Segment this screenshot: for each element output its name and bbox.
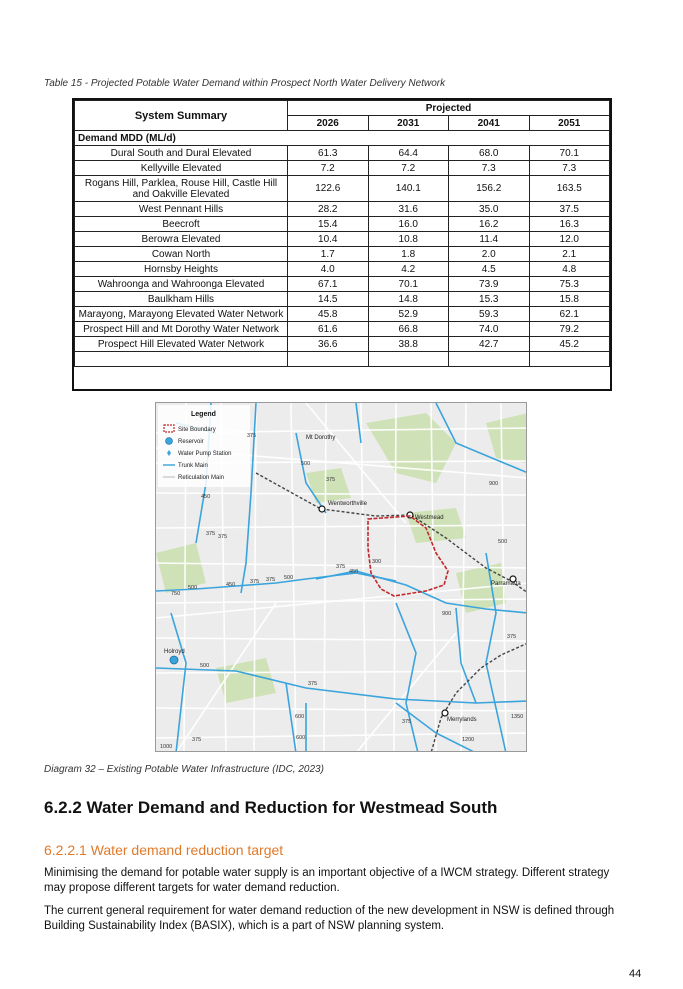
place-label: Parramatta <box>491 581 521 587</box>
reservoir-icon <box>170 656 178 664</box>
demand-value: 45.8 <box>288 307 369 322</box>
legend-item: Reticulation Main <box>178 475 225 481</box>
row-label: Rogans Hill, Parklea, Rouse Hill, Castle Hill and Oakville Elevated <box>75 176 288 202</box>
svg-text:375: 375 <box>206 531 216 537</box>
table-row <box>75 337 610 352</box>
row-label: Dural South and Dural Elevated <box>75 146 288 161</box>
place-label: Wentworthville <box>328 501 367 507</box>
legend-item: Site Boundary <box>178 427 216 433</box>
demand-value: 7.2 <box>368 161 449 176</box>
section-label: Demand MDD (ML/d) <box>75 131 610 146</box>
demand-value: 7.3 <box>449 161 530 176</box>
svg-text:500: 500 <box>188 585 198 591</box>
demand-value: 163.5 <box>529 176 610 202</box>
svg-text:500: 500 <box>200 663 210 669</box>
svg-text:450: 450 <box>349 569 359 575</box>
demand-value: 45.2 <box>529 337 610 352</box>
demand-value: 59.3 <box>449 307 530 322</box>
row-label: Prospect Hill and Mt Dorothy Water Network <box>75 322 288 337</box>
demand-value: 73.9 <box>449 277 530 292</box>
svg-text:500: 500 <box>301 461 311 467</box>
legend-item: Reservoir <box>178 439 204 445</box>
demand-value: 74.0 <box>449 322 530 337</box>
legend-item: Trunk Main <box>178 463 208 469</box>
row-label: West Pennant Hills <box>75 202 288 217</box>
place-label: Merrylands <box>447 717 477 723</box>
legend-title: Legend <box>191 411 216 418</box>
place-label: Mt Dorothy <box>306 435 336 441</box>
table-row <box>75 307 610 322</box>
demand-value: 70.1 <box>368 277 449 292</box>
empty-row <box>75 352 610 367</box>
diagram-caption: Diagram 32 – Existing Potable Water Infrastructure (IDC, 2023) <box>44 764 324 775</box>
svg-text:1000: 1000 <box>160 744 173 750</box>
svg-text:750: 750 <box>171 591 181 597</box>
demand-value: 7.2 <box>288 161 369 176</box>
demand-value: 64.4 <box>368 146 449 161</box>
table-row <box>75 277 610 292</box>
row-label: Beecroft <box>75 217 288 232</box>
demand-value: 68.0 <box>449 146 530 161</box>
header-year: 2026 <box>288 116 369 131</box>
table-caption: Table 15 - Projected Potable Water Demand within Prospect North Water Delivery Network <box>44 78 446 89</box>
demand-value: 16.0 <box>368 217 449 232</box>
svg-text:450: 450 <box>226 582 236 588</box>
subsection-heading: 6.2.2.1 Water demand reduction target <box>44 842 284 858</box>
demand-value: 79.2 <box>529 322 610 337</box>
place-label: Holroyd <box>164 649 185 655</box>
header-year: 2031 <box>368 116 449 131</box>
svg-text:900: 900 <box>489 481 499 487</box>
body-paragraph: The current general requirement for water demand reduction of the new development in NSW is defined through Building Sustainability Index (BASIX), which is a part of NSW planning system. <box>44 905 615 932</box>
demand-value: 35.0 <box>449 202 530 217</box>
svg-text:1200: 1200 <box>462 737 475 743</box>
demand-value: 4.0 <box>288 262 369 277</box>
row-label: Baulkham Hills <box>75 292 288 307</box>
demand-value: 70.1 <box>529 146 610 161</box>
map-legend <box>158 405 250 487</box>
svg-text:375: 375 <box>402 719 412 725</box>
demand-value: 10.8 <box>368 232 449 247</box>
svg-text:375: 375 <box>507 634 517 640</box>
demand-value: 37.5 <box>529 202 610 217</box>
place-label: Westmead <box>415 515 444 521</box>
svg-text:500: 500 <box>284 575 294 581</box>
svg-text:450: 450 <box>201 494 211 500</box>
svg-text:375: 375 <box>192 737 202 743</box>
header-projected: Projected <box>288 101 610 116</box>
table-row <box>75 161 610 176</box>
section-heading: 6.2.2 Water Demand and Reduction for Westmead South <box>44 798 498 817</box>
svg-text:900: 900 <box>442 611 452 617</box>
demand-value: 156.2 <box>449 176 530 202</box>
demand-value: 11.4 <box>449 232 530 247</box>
demand-value: 61.3 <box>288 146 369 161</box>
demand-value: 14.5 <box>288 292 369 307</box>
table-row <box>75 202 610 217</box>
row-label: Marayong, Marayong Elevated Water Network <box>75 307 288 322</box>
svg-text:375: 375 <box>308 681 318 687</box>
demand-value: 52.9 <box>368 307 449 322</box>
table-row <box>75 176 610 202</box>
row-label: Kellyville Elevated <box>75 161 288 176</box>
svg-text:300: 300 <box>372 559 382 565</box>
svg-text:500: 500 <box>498 539 508 545</box>
table-row <box>75 322 610 337</box>
table-row <box>75 232 610 247</box>
demand-value: 15.8 <box>529 292 610 307</box>
svg-text:375: 375 <box>336 564 346 570</box>
demand-value: 1.8 <box>368 247 449 262</box>
table-row <box>75 217 610 232</box>
table-row <box>75 292 610 307</box>
table-row <box>75 146 610 161</box>
body-paragraph: Minimising the demand for potable water supply is an important objective of a IWCM strategy. Different strategy may propose different targets for water demand reduction. <box>44 867 610 894</box>
demand-value: 15.3 <box>449 292 530 307</box>
svg-text:600: 600 <box>295 714 305 720</box>
demand-value: 14.8 <box>368 292 449 307</box>
legend-item: Water Pump Station <box>178 451 232 457</box>
table-row <box>75 247 610 262</box>
demand-value: 67.1 <box>288 277 369 292</box>
demand-value: 2.1 <box>529 247 610 262</box>
demand-value: 38.8 <box>368 337 449 352</box>
svg-text:375: 375 <box>326 477 336 483</box>
demand-value: 4.5 <box>449 262 530 277</box>
demand-value: 16.3 <box>529 217 610 232</box>
demand-value: 2.0 <box>449 247 530 262</box>
water-demand-table <box>72 98 612 391</box>
header-system-summary: System Summary <box>75 101 288 131</box>
demand-value: 28.2 <box>288 202 369 217</box>
svg-text:1350: 1350 <box>511 714 524 720</box>
page-number: 44 <box>629 968 642 980</box>
row-label: Hornsby Heights <box>75 262 288 277</box>
svg-text:375: 375 <box>247 433 257 439</box>
demand-value: 16.2 <box>449 217 530 232</box>
svg-text:375: 375 <box>250 579 260 585</box>
table-row <box>75 262 610 277</box>
demand-value: 66.8 <box>368 322 449 337</box>
demand-value: 31.6 <box>368 202 449 217</box>
demand-value: 122.6 <box>288 176 369 202</box>
water-infrastructure-map <box>155 402 527 752</box>
demand-value: 140.1 <box>368 176 449 202</box>
row-label: Cowan North <box>75 247 288 262</box>
row-label: Berowra Elevated <box>75 232 288 247</box>
demand-value: 4.2 <box>368 262 449 277</box>
demand-value: 10.4 <box>288 232 369 247</box>
demand-value: 61.6 <box>288 322 369 337</box>
demand-value: 7.3 <box>529 161 610 176</box>
demand-value: 1.7 <box>288 247 369 262</box>
demand-value: 12.0 <box>529 232 610 247</box>
demand-value: 62.1 <box>529 307 610 322</box>
header-year: 2051 <box>529 116 610 131</box>
demand-value: 75.3 <box>529 277 610 292</box>
row-label: Prospect Hill Elevated Water Network <box>75 337 288 352</box>
row-label: Wahroonga and Wahroonga Elevated <box>75 277 288 292</box>
demand-value: 42.7 <box>449 337 530 352</box>
svg-text:375: 375 <box>266 577 276 583</box>
demand-value: 4.8 <box>529 262 610 277</box>
svg-text:600: 600 <box>296 735 306 741</box>
demand-value: 36.6 <box>288 337 369 352</box>
svg-text:375: 375 <box>218 534 228 540</box>
header-year: 2041 <box>449 116 530 131</box>
demand-value: 15.4 <box>288 217 369 232</box>
